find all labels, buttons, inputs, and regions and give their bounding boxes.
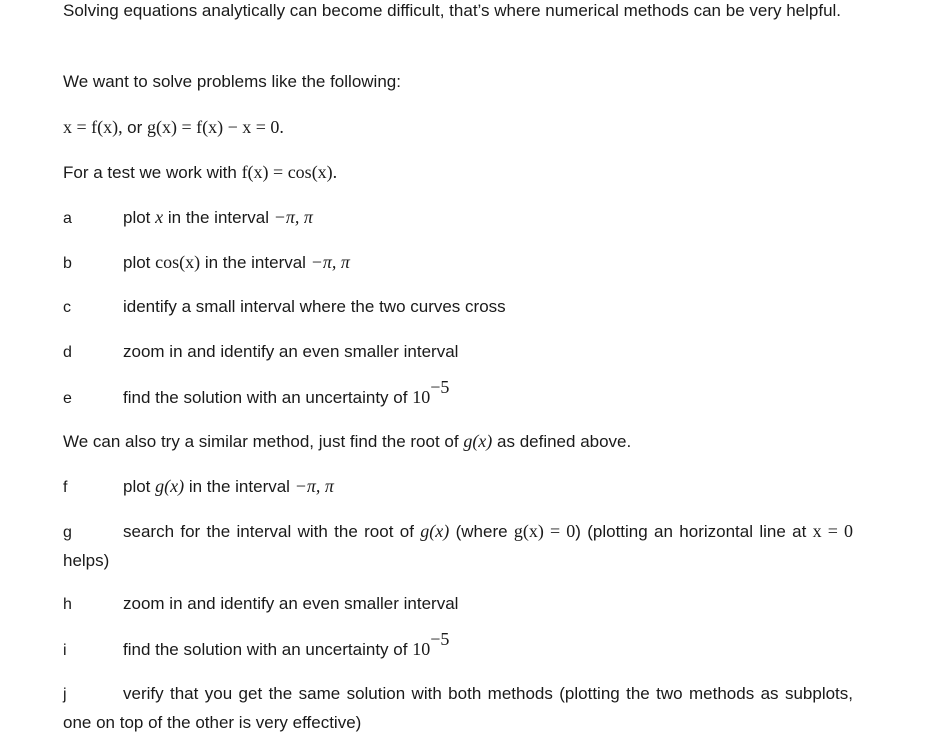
item-math-2: g(x) = 0: [513, 521, 576, 541]
equation-line: [63, 113, 284, 142]
test-prefix: For a test we work with: [63, 163, 242, 182]
list-item-d: [63, 338, 853, 367]
item-interval: −π, π: [294, 476, 334, 496]
item-text: plot: [123, 208, 156, 227]
item-text: find the solution with an uncertainty of: [123, 640, 413, 659]
list-item-j: [63, 680, 853, 737]
item-text-post: in the interval: [163, 208, 274, 227]
list-item-f: [63, 472, 853, 502]
item-letter: j: [63, 686, 67, 703]
item-text-post: in the interval: [184, 477, 295, 496]
equation-part2: g(x) = f(x) − x = 0.: [146, 117, 284, 137]
item-text: search for the interval with the root of: [123, 522, 421, 541]
item-text: verify that you get the same solution with both methods (plotting the two methods as subplots, one on top of the other is very effective): [63, 684, 853, 732]
test-math: f(x) = cos(x).: [241, 162, 338, 182]
item-text: identify a small interval where the two curves cross: [123, 297, 506, 316]
equation-or: or: [127, 118, 147, 137]
item-letter: c: [63, 299, 71, 316]
list-item-e: [63, 377, 853, 413]
intro-text: Solving equations analytically can become difficult, that’s where numerical methods can be very helpful.: [63, 1, 842, 20]
item-text-mid: (where: [449, 522, 514, 541]
item-exponent: −5: [430, 629, 450, 650]
item-letter: g: [63, 524, 72, 541]
item-math: g(x): [155, 476, 185, 496]
item-text-end: helps): [63, 551, 110, 570]
also-suffix: as defined above.: [492, 432, 632, 451]
item-text-post: ) (plotting an horizontal line at: [575, 522, 813, 541]
item-text-post: in the interval: [200, 253, 311, 272]
item-math-1: g(x): [420, 521, 450, 541]
list-item-a: [63, 203, 853, 233]
item-text: find the solution with an uncertainty of: [123, 388, 413, 407]
list-item-i: [63, 629, 853, 665]
item-letter: h: [63, 596, 72, 613]
item-math: x: [155, 207, 164, 227]
equation-part1: x = f(x),: [63, 117, 128, 137]
item-text: plot: [123, 253, 156, 272]
list-item-c: [63, 293, 853, 322]
item-text: plot: [123, 477, 156, 496]
also-math: g(x): [463, 431, 493, 451]
item-exponent: −5: [430, 377, 450, 398]
item-letter: b: [63, 255, 72, 272]
item-letter: a: [63, 210, 72, 227]
item-letter: i: [63, 642, 67, 659]
test-paragraph: [63, 158, 337, 187]
item-math-3: x = 0: [812, 521, 854, 541]
intro-paragraph: [63, 0, 853, 25]
item-letter: d: [63, 344, 72, 361]
item-text: zoom in and identify an even smaller interval: [123, 342, 459, 361]
item-math: 10: [412, 639, 431, 659]
item-letter: f: [63, 479, 68, 496]
list-item-b: [63, 248, 853, 278]
list-item-h: [63, 590, 853, 619]
also-paragraph: [63, 427, 631, 456]
item-letter: e: [63, 390, 72, 407]
item-interval: −π, π: [310, 252, 350, 272]
item-interval: −π, π: [273, 207, 313, 227]
want-paragraph: [63, 68, 401, 96]
want-text: We want to solve problems like the following:: [63, 72, 401, 91]
list-item-g: [63, 517, 853, 575]
item-math: cos(x): [155, 252, 201, 272]
also-prefix: We can also try a similar method, just find the root of: [63, 432, 464, 451]
item-math: 10: [412, 387, 431, 407]
item-text: zoom in and identify an even smaller interval: [123, 594, 459, 613]
